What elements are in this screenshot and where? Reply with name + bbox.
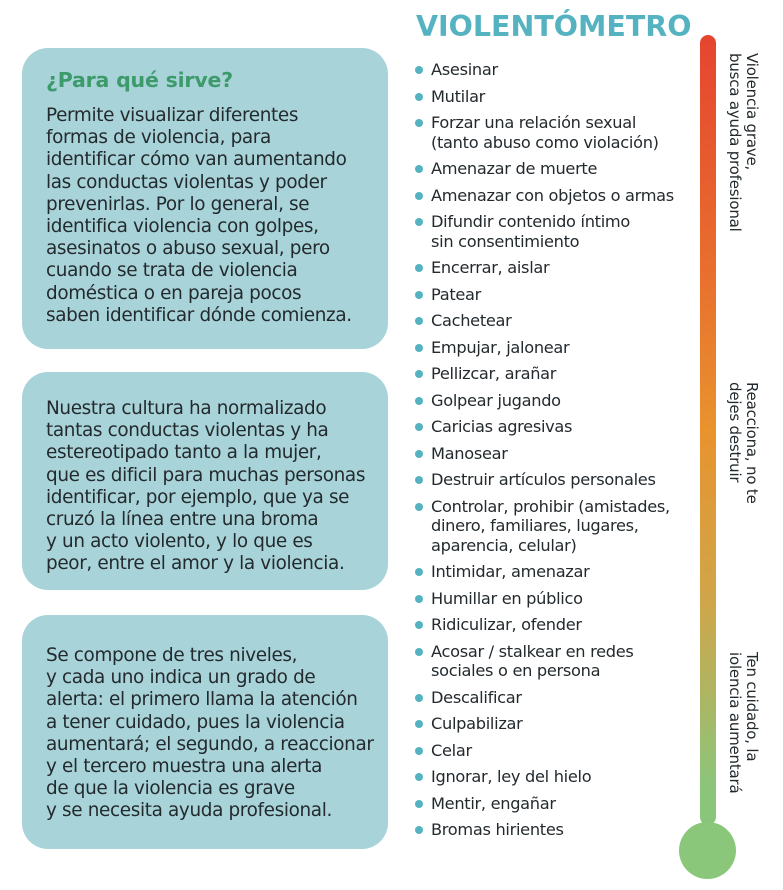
list-item [414, 589, 684, 609]
bullet-icon [415, 747, 423, 755]
list-item [414, 186, 684, 206]
list-item [414, 767, 684, 787]
list-item-label: Acosar / stalkear en redes sociales o en persona [431, 641, 634, 680]
list-item [414, 364, 684, 384]
bullet-icon [415, 370, 423, 378]
list-item-label: Golpear jugando [431, 390, 561, 410]
list-item-label: Celar [431, 740, 472, 760]
list-item-label: Difundir contenido íntimo sin consentimiento [431, 212, 630, 251]
list-item-label: Intimidar, amenazar [431, 562, 590, 581]
bullet-icon [415, 568, 423, 576]
list-item [414, 212, 684, 251]
bullet-icon [415, 66, 423, 74]
list-item [414, 391, 684, 411]
list-item-label: Mutilar [431, 86, 486, 106]
list-item-label: Humillar en público [431, 588, 583, 608]
list-item-label: Amenazar de muerte [431, 159, 598, 178]
list-item-label: Asesinar [431, 60, 498, 79]
list-item-label: Cachetear [431, 311, 512, 330]
list-item [414, 338, 684, 358]
info-card-purpose [22, 48, 388, 349]
list-item [414, 497, 684, 556]
list-item [414, 688, 684, 708]
list-item-label: Mentir, engañar [431, 793, 556, 813]
bullet-icon [415, 503, 423, 511]
list-item [414, 444, 684, 464]
bullet-icon [415, 773, 423, 781]
bullet-icon [415, 648, 423, 656]
card-text: Nuestra cultura ha normalizado tantas conductas violentas y ha estereotipado tanto a la mujer, que es dificil para muchas personas identificar, por ejemplo, que ya se cruzó la línea entre una broma y un acto violento, y lo que es peor, entre el amor y la violencia. [46, 398, 366, 575]
list-item-label: Ignorar, ley del hielo [431, 767, 592, 786]
bullet-icon [415, 344, 423, 352]
list-item-label: Manosear [431, 443, 508, 463]
bullet-icon [415, 423, 423, 431]
list-item-label: Bromas hirientes [431, 820, 564, 839]
thermometer-bulb [679, 822, 736, 879]
list-item [414, 285, 684, 305]
list-item [414, 470, 684, 490]
bullet-icon [415, 218, 423, 226]
level-label-react: Reacciona, no te dejes destruir [726, 382, 761, 504]
violence-list [414, 60, 684, 847]
card-text: Permite visualizar diferentes formas de violencia, para identificar cómo van aumentando las conductas violentas y poder prevenirlas. Por lo general, se identifica violencia con golpes, asesinatos o abuso sexual, pero cuando se trata de violencia doméstica o en pareja pocos saben identificar dónde comienza. [46, 105, 352, 326]
card-title: ¿Para qué sirve? [46, 68, 233, 92]
list-item-label: Patear [431, 284, 482, 304]
bullet-icon [415, 621, 423, 629]
info-card-culture [22, 372, 388, 590]
bullet-icon [415, 595, 423, 603]
level-label-caution: Ten cuidado, la iolencia aumentará [726, 652, 761, 794]
bullet-icon [415, 397, 423, 405]
list-item [414, 87, 684, 107]
list-item-label: Encerrar, aislar [431, 258, 550, 277]
list-item [414, 642, 684, 681]
list-item [414, 113, 684, 152]
bullet-icon [415, 291, 423, 299]
bullet-icon [415, 192, 423, 200]
list-item [414, 562, 684, 582]
list-item [414, 159, 684, 179]
level-label-severe: Violencia grave, busca ayuda profesional [726, 53, 761, 232]
bullet-icon [415, 93, 423, 101]
bullet-icon [415, 165, 423, 173]
list-item [414, 258, 684, 278]
list-item-label: Caricias agresivas [431, 417, 573, 436]
list-item [414, 311, 684, 331]
info-card-levels [22, 615, 388, 849]
card-text: Se compone de tres niveles, y cada uno indica un grado de alerta: el primero llama la atención a tener cuidado, pues la violencia aumentará; el segundo, a reaccionar y el tercero muestra una alerta de que la violencia es grave y se necesita ayuda profesional. [46, 645, 374, 822]
list-item-label: Destruir artículos personales [431, 470, 656, 489]
list-item [414, 60, 684, 80]
list-item-label: Controlar, prohibir (amistades, dinero, familiares, lugares, aparencia, celular) [431, 496, 670, 555]
list-item-label: Culpabilizar [431, 714, 523, 733]
list-item-label: Amenazar con objetos o armas [431, 185, 674, 205]
list-item-label: Descalificar [431, 687, 522, 707]
thermometer-tube [700, 35, 716, 825]
list-item [414, 741, 684, 761]
bullet-icon [415, 694, 423, 702]
list-item [414, 820, 684, 840]
list-item [414, 714, 684, 734]
list-item-label: Pellizcar, arañar [431, 364, 557, 383]
bullet-icon [415, 317, 423, 325]
list-item-label: Forzar una relación sexual (tanto abuso como violación) [431, 113, 659, 152]
bullet-icon [415, 264, 423, 272]
list-item-label: Empujar, jalonear [431, 337, 570, 357]
bullet-icon [415, 476, 423, 484]
bullet-icon [415, 450, 423, 458]
list-item [414, 417, 684, 437]
list-item [414, 794, 684, 814]
bullet-icon [415, 800, 423, 808]
list-item-label: Ridiculizar, ofender [431, 615, 582, 634]
bullet-icon [415, 720, 423, 728]
bullet-icon [415, 119, 423, 127]
bullet-icon [415, 826, 423, 834]
list-item [414, 615, 684, 635]
violentometro-title: VIOLENTÓMETRO [416, 10, 692, 43]
